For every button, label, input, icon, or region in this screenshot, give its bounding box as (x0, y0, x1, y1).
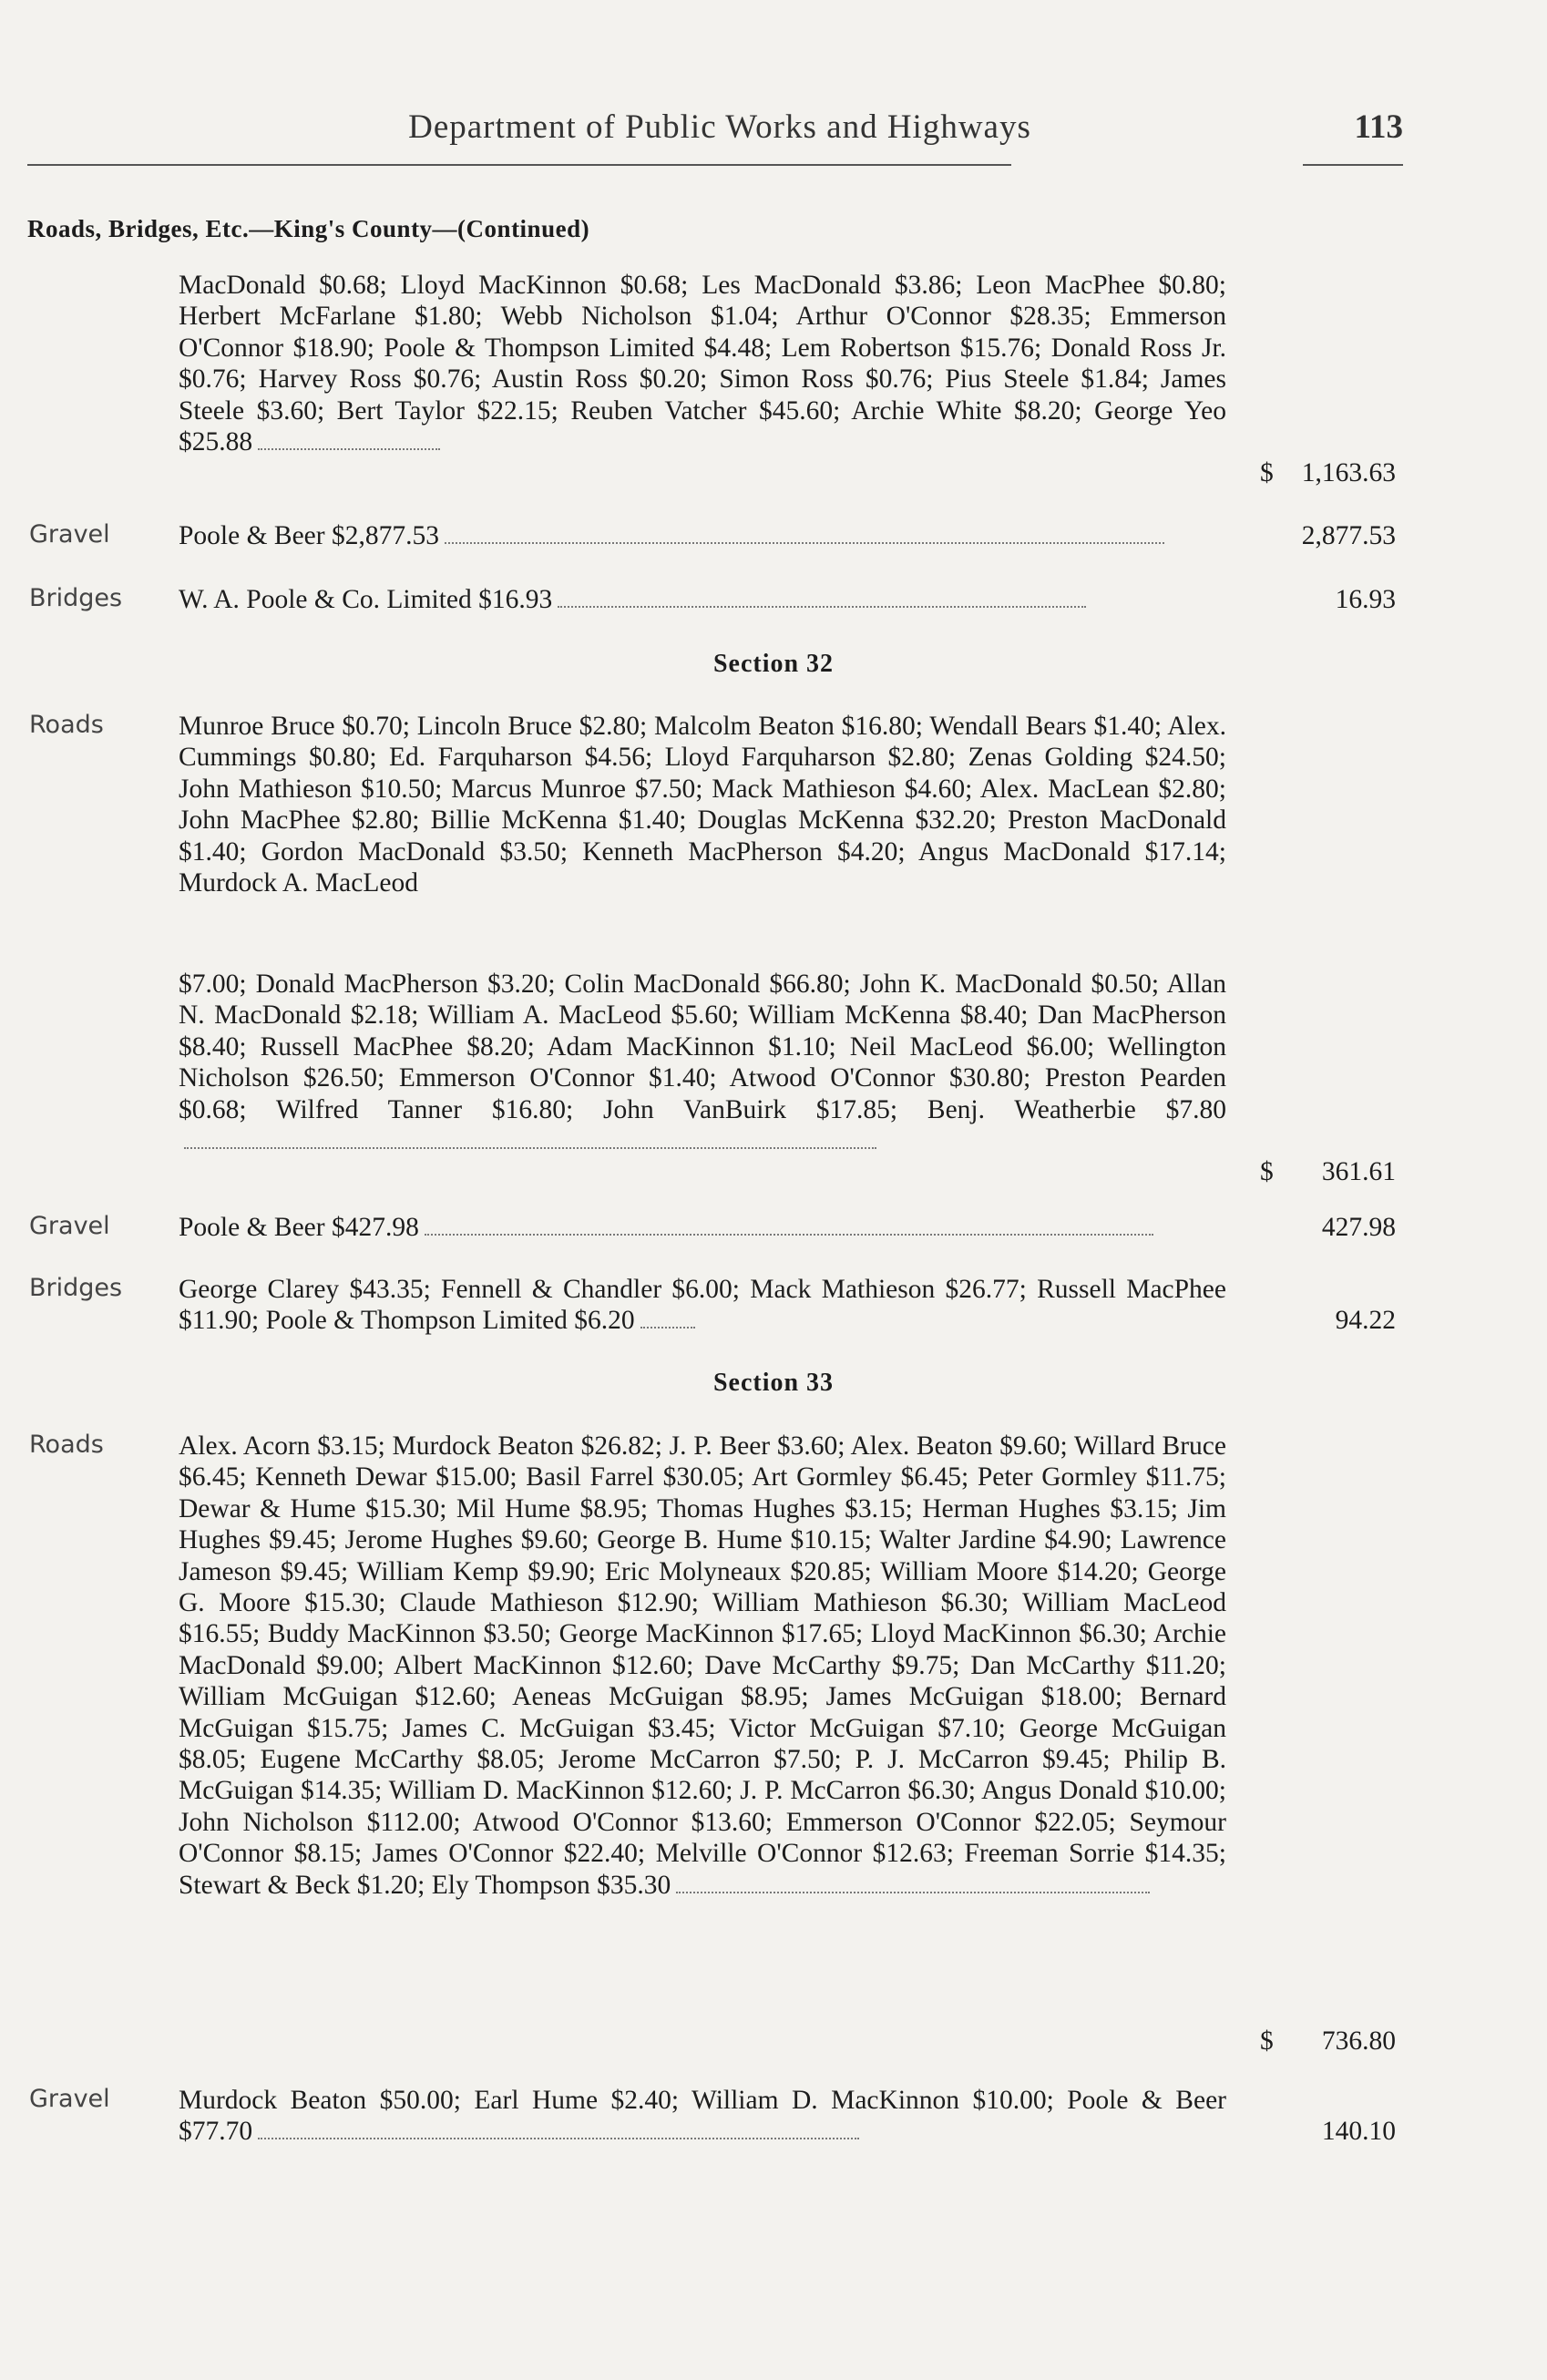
entry-total: 94.22 (1335, 1306, 1396, 1335)
entry-text-body: MacDonald $0.68; Lloyd MacKinnon $0.68; Les MacDonald $3.86; Leon MacPhee $0.80; Herbert McFarlane $1.80; Webb Nicholson $1.04; Arthur O'Connor $28.35; Emmerson O'Connor $18.90; Poole & Thompson Limited $4.48; Lem Robertson $15.76; Donald Ross Jr. $0.76; Harvey Ross $0.76; Austin Ross $0.20; Simon Ross $0.76; Pius Steele $1.84; James Steele $3.60; Bert Taylor $22.15; Reuben Vatcher $45.60; Archie White $8.20; George Yeo $25.88 (179, 271, 1226, 457)
section-heading: Section 33 (712, 1369, 835, 1397)
entry-text (179, 584, 1226, 615)
entry-label: Bridges (29, 584, 123, 612)
entry-total: 361.61 (1321, 1157, 1396, 1186)
entry-label: Gravel (29, 1212, 110, 1240)
entry-text (179, 520, 1226, 551)
entry-text (179, 1274, 1226, 1337)
page-title: Department of Public Works and Highways (408, 108, 1031, 146)
entry-text (179, 969, 1226, 1156)
entry-text-body: Poole & Beer $427.98 (179, 1213, 419, 1242)
entry-text (179, 1212, 1226, 1243)
entry-text-body: Poole & Beer $2,877.53 (179, 521, 439, 550)
entry-label: Gravel (29, 520, 110, 549)
dot-leader (445, 541, 1164, 544)
entry-label: Gravel (29, 2085, 110, 2113)
entry-text-body: Murdock Beaton $50.00; Earl Hume $2.40; William D. MacKinnon $10.00; Poole & Beer $77.70 (179, 2086, 1226, 2147)
entry-text (179, 270, 1226, 457)
entry-total: 2,877.53 (1301, 521, 1396, 550)
dot-leader (676, 1891, 1150, 1893)
entry-total: 736.80 (1321, 2026, 1396, 2056)
dollar-sign: $ (1260, 2026, 1274, 2056)
entry-label: Roads (29, 1431, 104, 1459)
entry-text-body: $7.00; Donald MacPherson $3.20; Colin MacDonald $66.80; John K. MacDonald $0.50; Allan N. MacDonald $2.18; William A. MacLeod $5.60; William McKenna $8.40; Dan MacPherson $8.40; Russell MacPhee $8.20; Adam MacKinnon $1.10; Neil MacLeod $6.00; Wellington Nicholson $26.50; Emmerson O'Connor $1.40; Atwood O'Connor $30.80; Preston Pearden $0.68; Wilfred Tanner $16.80; John VanBuirk $17.85; Benj. Weatherbie $7.80 (179, 969, 1226, 1124)
entry-text-body: Munroe Bruce $0.70; Lincoln Bruce $2.80; Malcolm Beaton $16.80; Wendall Bears $1.40; Alex. Cummings $0.80; Ed. Farquharson $4.56; Lloyd Farquharson $2.80; Zenas Golding $24.50; John Mathieson $10.50; Marcus Munroe $7.50; Mack Mathieson $4.60; Alex. MacLean $2.80; John MacPhee $2.80; Billie McKenna $1.40; Douglas McKenna $32.20; Preston MacDonald $1.40; Gordon MacDonald $3.50; Kenneth MacPherson $4.20; Angus MacDonald $17.14; Murdock A. MacLeod (179, 712, 1226, 898)
dot-leader (258, 447, 440, 450)
entry-text-body: W. A. Poole & Co. Limited $16.93 (179, 585, 553, 614)
page-header (27, 108, 1403, 162)
page-number: 113 (1354, 108, 1403, 146)
entry-total: 16.93 (1335, 585, 1396, 614)
dollar-sign: $ (1260, 458, 1274, 487)
dot-leader (184, 1146, 876, 1149)
entry-text (179, 711, 1226, 898)
continued-heading: Roads, Bridges, Etc.—King's County—(Continued) (27, 215, 590, 242)
entry-total: 140.10 (1321, 2117, 1396, 2146)
entry-text (179, 1431, 1226, 1901)
entry-text (179, 2085, 1226, 2148)
dot-leader (558, 605, 1086, 608)
dot-leader (425, 1233, 1153, 1236)
entry-label: Bridges (29, 1274, 123, 1302)
entry-total: 1,163.63 (1301, 458, 1396, 487)
dot-leader (258, 2137, 859, 2139)
section-heading: Section 32 (712, 650, 835, 678)
entry-total: 427.98 (1321, 1213, 1396, 1242)
header-rule (1303, 164, 1403, 166)
entry-label: Roads (29, 711, 104, 739)
header-rule (27, 164, 1011, 166)
entry-text-body: George Clarey $43.35; Fennell & Chandler $6.00; Mack Mathieson $26.77; Russell MacPhee $11.90; Poole & Thompson Limited $6.20 (179, 1275, 1226, 1336)
dollar-sign: $ (1260, 1157, 1274, 1186)
entry-text-body: Alex. Acorn $3.15; Murdock Beaton $26.82; J. P. Beer $3.60; Alex. Beaton $9.60; Willard Bruce $6.45; Kenneth Dewar $15.00; Basil Farrel $30.05; Art Gormley $6.45; Peter Gormley $11.75; Dewar & Hume $15.30; Mil Hume $8.95; Thomas Hughes $3.15; Herman Hughes $3.15; Jim Hughes $9.45; Jerome Hughes $9.60; George B. Hume $10.15; Walter Jardine $4.90; Lawrence Jameson $9.45; William Kemp $9.90; Eric Molyneaux $20.85; William Moore $14.20; George G. Moore $15.30; Claude Mathieson $12.90; William Mathieson $6.30; William MacLeod $16.55; Buddy MacKinnon $3.50; George MacKinnon $17.65; Lloyd MacKinnon $6.30; Archie MacDonald $9.00; Albert MacKinnon $12.60; Dave McCarthy $9.75; Dan McCarthy $11.20; William McGuigan $12.60; Aeneas McGuigan $8.95; James McGuigan $18.00; Bernard McGuigan $15.75; James C. McGuigan $3.45; Victor McGuigan $7.10; George McGuigan $8.05; Eugene McCarthy $8.05; Jerome McCarron $7.50; P. J. McCarron $9.45; Philip B. McGuigan $14.35; William D. MacKinnon $12.60; J. P. McCarron $6.30; Angus Donald $10.00; John Nicholson $112.00; Atwood O'Connor $13.60; Emmerson O'Connor $22.05; Seymour O'Connor $8.15; James O'Connor $22.40; Melville O'Connor $12.63; Freeman Sorrie $14.35; Stewart & Beck $1.20; Ely Thompson $35.30 (179, 1431, 1226, 1900)
dot-leader (640, 1326, 695, 1328)
